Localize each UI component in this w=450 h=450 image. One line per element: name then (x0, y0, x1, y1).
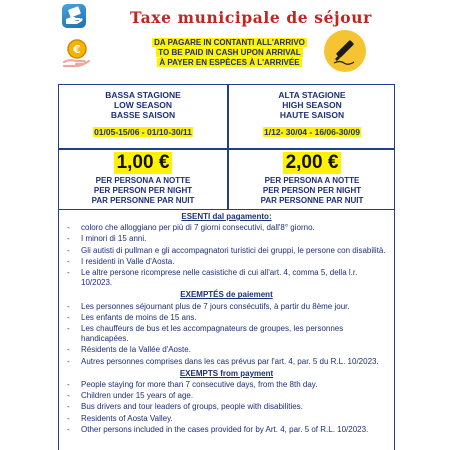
list-item: - Les enfants de moins de 15 ans. (67, 313, 388, 323)
notice-line-it: DA PAGARE IN CONTANTI ALL'ARRIVO (154, 38, 305, 47)
high-season-name-fr: HAUTE SAISON (279, 110, 345, 120)
exemptions-title-en (59, 369, 394, 379)
list-item: - Les personnes séjournant plus de 7 jours consécutifs, à partir du 8ème jour. (67, 302, 388, 312)
notice-line-en: TO BE PAID IN CASH UPON ARRIVAL (158, 48, 301, 58)
notice-line-fr: À PAYER EN ESPÈCES À L'ARRIVÉE (159, 58, 300, 68)
list-item: - I minori di 15 anni. (67, 234, 388, 244)
per-night-en: PER PERSON PER NIGHT (262, 185, 362, 195)
low-season-name-fr: BASSE SAISON (110, 110, 176, 120)
pen-writing-icon (324, 30, 366, 72)
page-title: Taxe municipale de séjour (130, 8, 372, 27)
exemptions-list-fr (59, 302, 394, 367)
per-night-it: PER PERSONA A NOTTE (95, 176, 191, 185)
exemptions-title-it (59, 212, 394, 222)
exemptions-title-it-text: ESENTI dal pagamento: (181, 212, 272, 221)
euro-coin-icon (62, 38, 92, 70)
list-item: - Autres personnes comprises dans les cas prévus par l'art. 4, par. 5 du R.L. 10/2023. (67, 357, 388, 367)
low-season-dates-text: 01/05-15/06 - 01/10-30/11 (94, 127, 192, 137)
per-night-fr: PAR PERSONNE PAR NUIT (91, 195, 195, 205)
list-item: - Other persons included in the cases provided for by Art. 4, par. 5 of R.L. 10/2023. (67, 425, 388, 435)
high-season-price: 2,00 € (283, 152, 342, 174)
list-item: - Résidents de la Vallée d'Aoste. (67, 345, 388, 355)
exemptions-list-en (59, 380, 394, 435)
per-night-it: PER PERSONA A NOTTE (264, 176, 360, 185)
high-season-dates (228, 127, 396, 137)
list-item: - People staying for more than 7 consecutive days, from the 8th day. (67, 380, 388, 390)
list-item: - coloro che alloggiano per più di 7 giorni consecutivi, dall'8° giorno. (67, 223, 388, 233)
svg-text:€: € (73, 43, 81, 56)
list-item: - Gli autisti di pullman e gli accompagnatori turistici dei gruppi, le persone con disabilità. (67, 246, 388, 256)
per-night-fr: PAR PERSONNE PAR NUIT (260, 195, 364, 205)
high-season-name-en: HIGH SEASON (282, 100, 342, 110)
low-season-dates (59, 127, 227, 137)
season-rates-table (58, 84, 395, 210)
exemptions-title-fr-text: EXEMPTÉS de paiement (180, 290, 273, 300)
exemptions-box (58, 210, 395, 450)
high-season-price-cell (228, 149, 396, 211)
exemptions-title-fr (59, 290, 394, 300)
high-season-dates-text: 1/12- 30/04 - 16/06-30/09 (264, 127, 360, 137)
low-season-price-cell (59, 149, 227, 211)
list-item: - Children under 15 years of age. (67, 391, 388, 401)
list-item: - Bus drivers and tour leaders of groups, people with disabilities. (67, 402, 388, 412)
ticket-hand-icon (62, 4, 86, 28)
low-season-price: 1,00 € (114, 152, 173, 174)
high-season-header (228, 85, 396, 148)
low-season-name-it: BASSA STAGIONE (105, 90, 181, 100)
exemptions-title-en-text: EXEMPTS from payment (179, 368, 274, 378)
low-season-header (59, 85, 227, 148)
list-item: - Les chauffeurs de bus et les accompagnateurs de groupes, les personnes handicapées. (67, 324, 388, 344)
exemptions-list-it (59, 223, 394, 288)
low-season-name-en: LOW SEASON (113, 100, 173, 110)
list-item: - Le altre persone ricomprese nelle casistiche di cui all'art. 4, comma 5, della l.r. 10/2023. (67, 268, 388, 288)
list-item: - Residents of Aosta Valley. (67, 414, 388, 424)
per-night-en: PER PERSON PER NIGHT (93, 185, 193, 195)
list-item: - I residenti in Valle d'Aosta. (67, 257, 388, 267)
payment-notice (142, 38, 317, 76)
high-season-name-it: ALTA STAGIONE (278, 90, 346, 100)
